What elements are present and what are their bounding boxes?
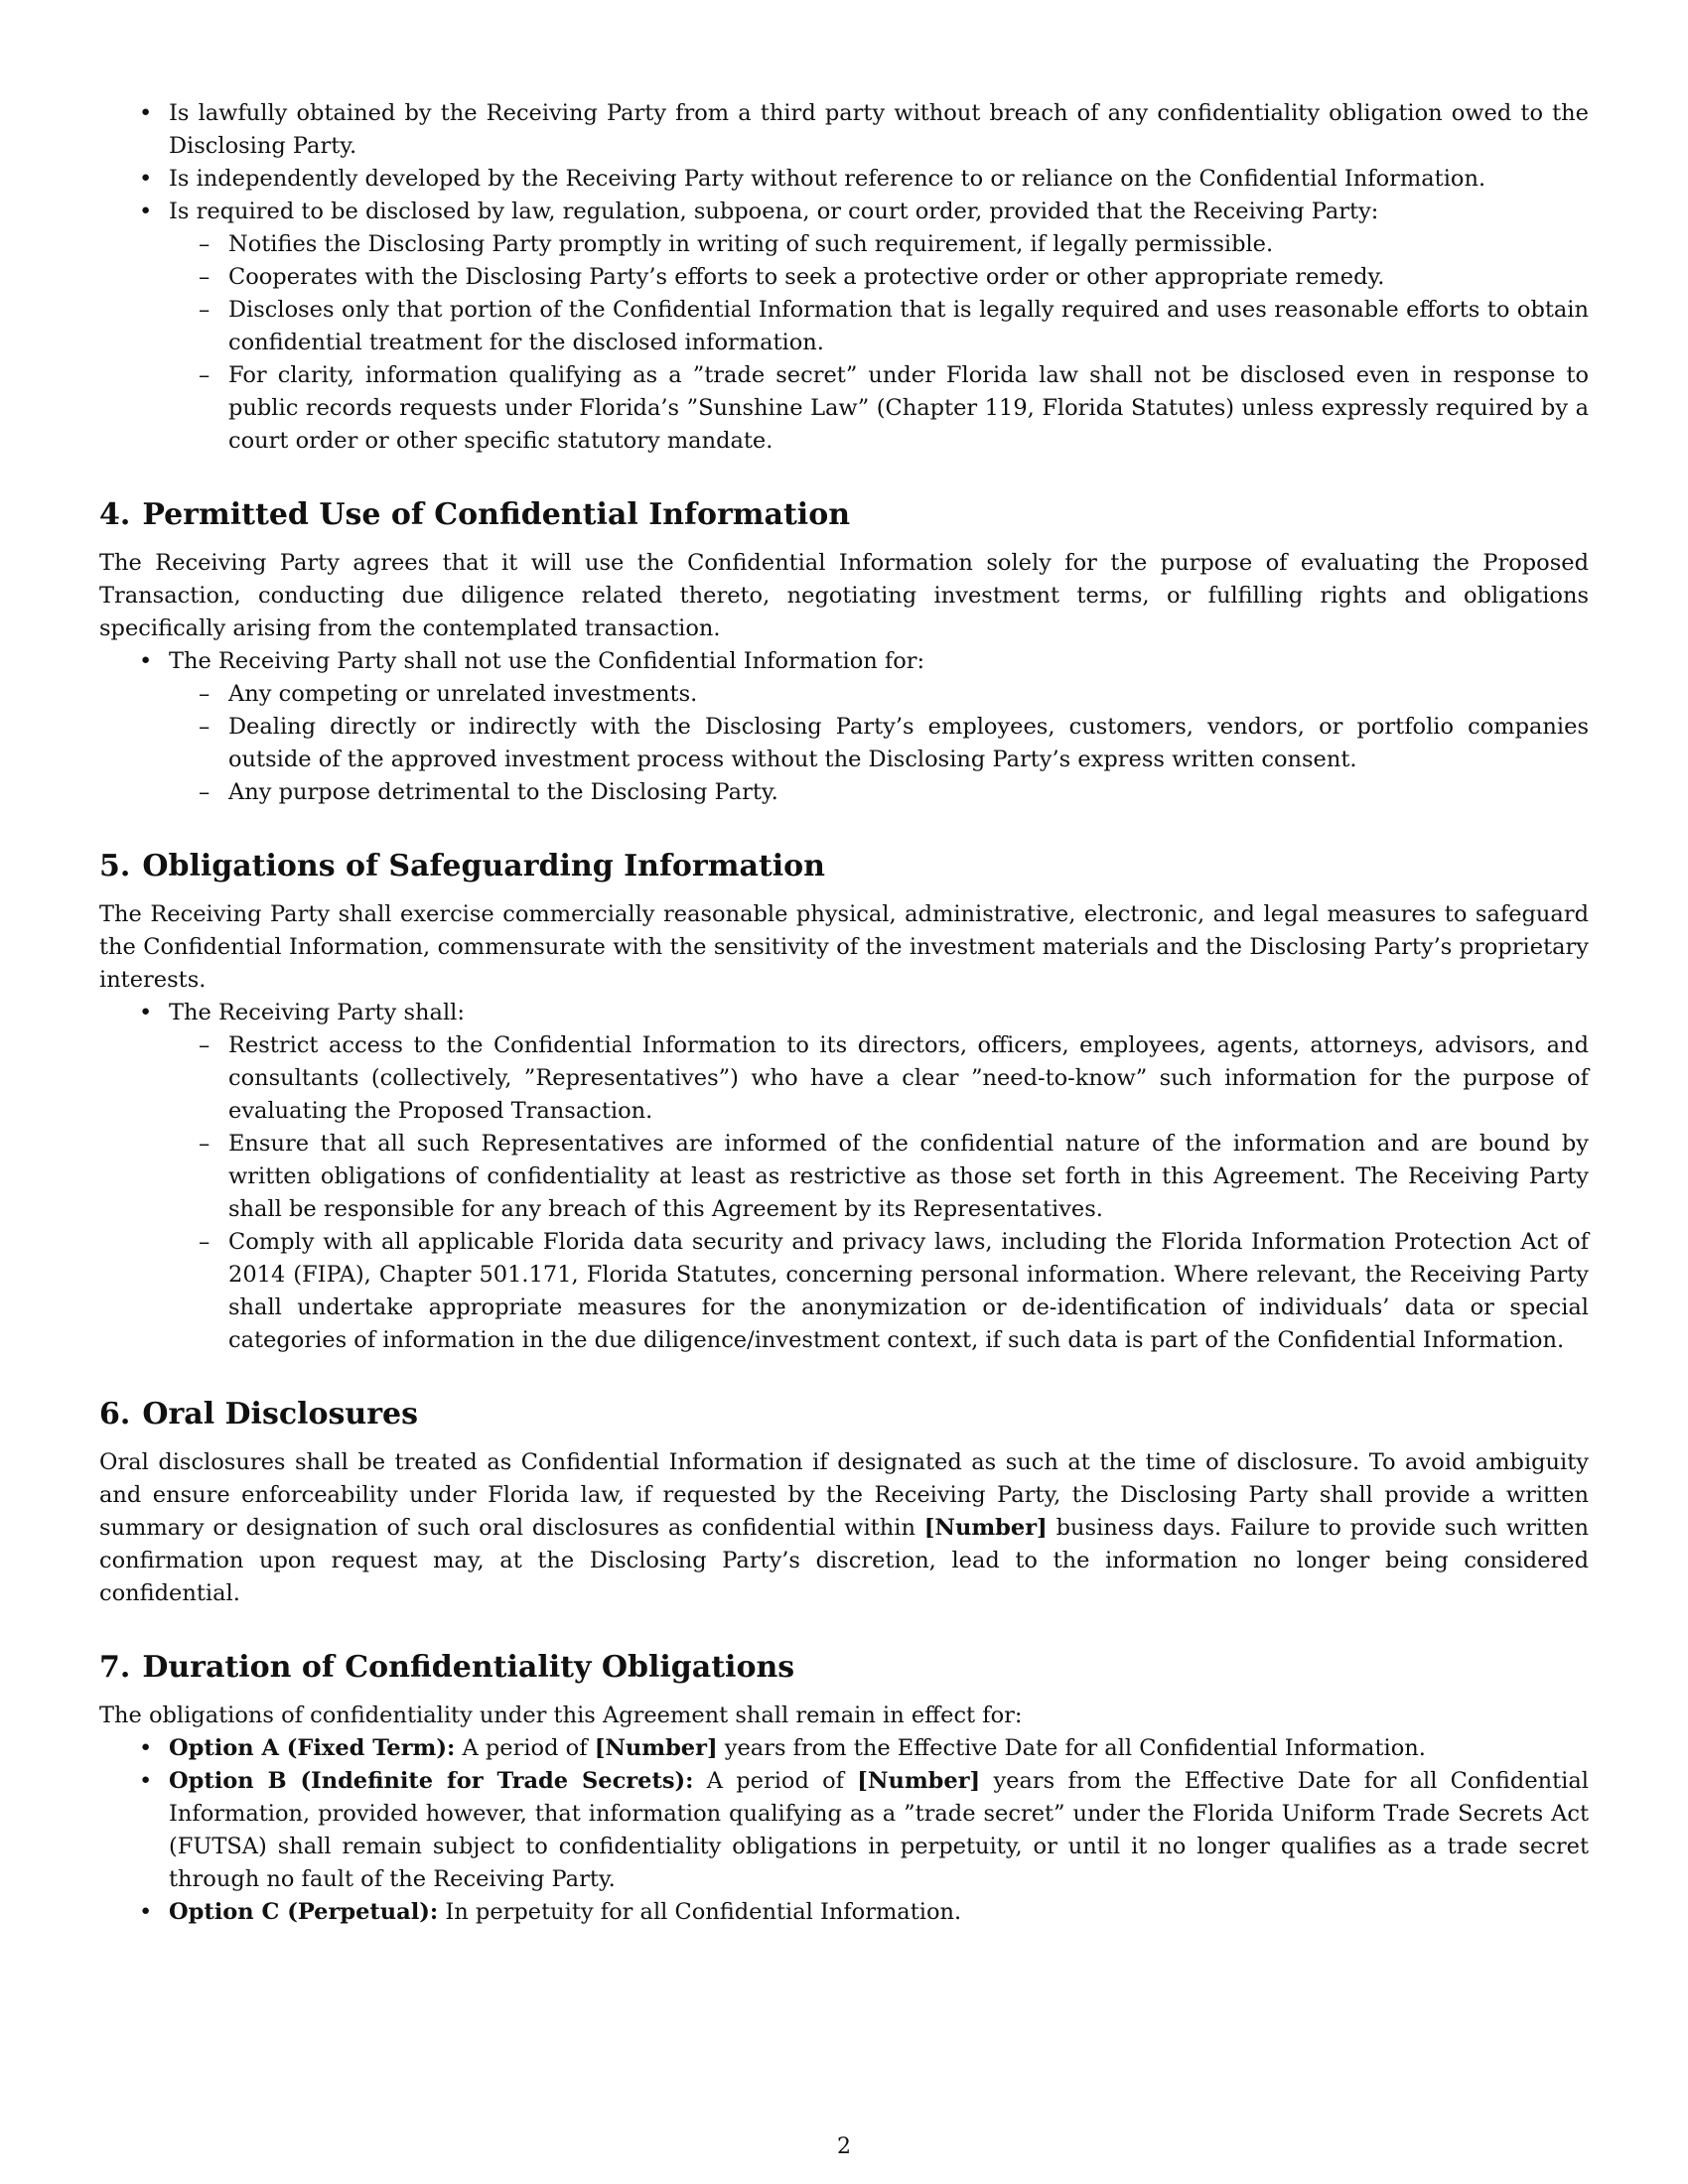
section-title: Duration of Confidentiality Obligations <box>142 1650 795 1685</box>
list-item: – For clarity, information qualifying as a ”trade secret” under Florida law shall not be disclosed even in response to public records requests under Florida’s ”Sunshine Law” (Chapter 119, Florida Statutes) unless expressly required by a court order or other specific statutory mandate. <box>169 359 1589 458</box>
section-4-heading <box>99 495 1589 535</box>
option-label: Option B (Indefinite for Trade Secrets): <box>169 1768 694 1794</box>
section-title: Obligations of Safeguarding Information <box>142 849 825 884</box>
placeholder-number: [Number] <box>923 1515 1048 1541</box>
list-item: – Any purpose detrimental to the Disclosing Party. <box>169 776 1589 809</box>
option-label: Option C (Perpetual): <box>169 1899 439 1925</box>
section-title: Permitted Use of Confidential Information <box>142 497 851 532</box>
section-4-list <box>99 645 1589 809</box>
section-6-paragraph: Oral disclosures shall be treated as Confidential Information if designated as such at the time of disclosure. To avoid ambiguity and ensure enforceability under Florida law, if requested by the Receiving Party, the Disclosing Party shall provide a written summary or designation of such oral disclosures as confidential within [Number] business days. Failure to provide such written confirmation upon request may, at the Disclosing Party’s discretion, lead to the information no longer being considered confidential. <box>99 1449 1589 1606</box>
section-number: 4. <box>99 497 131 532</box>
exceptions-list <box>99 97 1589 458</box>
placeholder-number: [Number] <box>594 1735 718 1761</box>
list-item: – Discloses only that portion of the Confidential Information that is legally required and uses reasonable efforts to obtain confidential treatment for the disclosed information. <box>169 294 1589 359</box>
list-item: • The Receiving Party shall: – Restrict access to the Confidential Information to its directors, officers, employees, agents, attorneys, advisors, and consultants (collectively, ”Representatives”) who have a clear ”need-to-know” such information for the purpose of evaluating the Proposed Transaction. – Ensure that all such Representatives are informed of the confidential nature of the information and are bound by written obligations of confidentiality at least as restrictive as those set forth in this Agreement. The Receiving Party shall be responsible for any breach of this Agreement by its Representatives. – Comply with all applicable Florida data security and privacy laws, including the Florida Information Protection Act of 2014 (FIPA), Chapter 501.171, Florida Statutes, concerning personal information. Where relevant, the Receiving Party shall undertake appropriate measures for the anonymization or de-identification of individuals’ data or special categories of information in the due diligence/investment context, if such data is part of the Confidential Information. <box>99 997 1589 1357</box>
list-item: – Comply with all applicable Florida data security and privacy laws, including the Florida Information Protection Act of 2014 (FIPA), Chapter 501.171, Florida Statutes, concerning personal information. Where relevant, the Receiving Party shall undertake appropriate measures for the anonymization or de-identification of individuals’ data or special categories of information in the due diligence/investment context, if such data is part of the Confidential Information. <box>169 1226 1589 1357</box>
page-number: 2 <box>837 2134 851 2159</box>
section-number: 7. <box>99 1650 131 1685</box>
list-item: – Dealing directly or indirectly with the Disclosing Party’s employees, customers, vendors, or portfolio companies outside of the approved investment process without the Disclosing Party’s express written consent. <box>169 711 1589 776</box>
section-6-heading <box>99 1395 1589 1434</box>
list-item: – Any competing or unrelated investments. <box>169 678 1589 711</box>
list-item: • Is independently developed by the Receiving Party without reference to or reliance on the Confidential Information. <box>99 163 1589 196</box>
section-5-heading <box>99 847 1589 887</box>
list-item: – Notifies the Disclosing Party promptly in writing of such requirement, if legally permissible. <box>169 228 1589 261</box>
section-4-sublist <box>169 678 1589 809</box>
section-number: 5. <box>99 849 131 884</box>
section-5-sublist <box>169 1029 1589 1357</box>
section-4-paragraph: The Receiving Party agrees that it will use the Confidential Information solely for the purpose of evaluating the Proposed Transaction, conducting due diligence related thereto, negotiating investment terms, or fulfilling rights and obligations specifically arising from the contemplated transaction. <box>99 550 1589 641</box>
section-5-paragraph: The Receiving Party shall exercise commercially reasonable physical, administrative, electronic, and legal measures to safeguard the Confidential Information, commensurate with the sensitivity of the investment materials and the Disclosing Party’s proprietary interests. <box>99 901 1589 993</box>
list-item: – Cooperates with the Disclosing Party’s efforts to seek a protective order or other appropriate remedy. <box>169 261 1589 294</box>
document-body <box>99 97 1589 1929</box>
list-item: – Ensure that all such Representatives are informed of the confidential nature of the information and are bound by written obligations of confidentiality at least as restrictive as those set forth in this Agreement. The Receiving Party shall be responsible for any breach of this Agreement by its Representatives. <box>169 1128 1589 1226</box>
option-a-item: • Option A (Fixed Term): A period of [Number] years from the Effective Date for all Confidential Information. <box>99 1732 1589 1765</box>
section-number: 6. <box>99 1397 131 1432</box>
option-b-item: • Option B (Indefinite for Trade Secrets): A period of [Number] years from the Effective Date for all Confidential Information, provided however, that information qualifying as a ”trade secret” under the Florida Uniform Trade Secrets Act (FUTSA) shall remain subject to confidentiality obligations in perpetuity, or until it no longer qualifies as a trade secret through no fault of the Receiving Party. <box>99 1765 1589 1896</box>
section-title: Oral Disclosures <box>142 1397 419 1432</box>
list-item: • Is required to be disclosed by law, regulation, subpoena, or court order, provided that the Receiving Party: – Notifies the Disclosing Party promptly in writing of such requirement, if legally permissible. – Cooperates with the Disclosing Party’s efforts to seek a protective order or other appropriate remedy. – Discloses only that portion of the Confidential Information that is legally required and uses reasonable efforts to obtain confidential treatment for the disclosed information. – For clarity, information qualifying as a ”trade secret” under Florida law shall not be disclosed even in response to public records requests under Florida’s ”Sunshine Law” (Chapter 119, Florida Statutes) unless expressly required by a court order or other specific statutory mandate. <box>99 196 1589 458</box>
list-item: • The Receiving Party shall not use the Confidential Information for: – Any competing or unrelated investments. – Dealing directly or indirectly with the Disclosing Party’s employees, customers, vendors, or portfolio companies outside of the approved investment process without the Disclosing Party’s express written consent. – Any purpose detrimental to the Disclosing Party. <box>99 645 1589 809</box>
section-7-heading <box>99 1648 1589 1688</box>
section-5-list <box>99 997 1589 1357</box>
option-label: Option A (Fixed Term): <box>169 1735 456 1761</box>
legal-disclosure-sublist <box>169 228 1589 458</box>
duration-options-list <box>99 1732 1589 1929</box>
placeholder-number: [Number] <box>857 1768 981 1794</box>
option-c-item: • Option C (Perpetual): In perpetuity for all Confidential Information. <box>99 1896 1589 1929</box>
list-item: – Restrict access to the Confidential Information to its directors, officers, employees, agents, attorneys, advisors, and consultants (collectively, ”Representatives”) who have a clear ”need-to-know” such information for the purpose of evaluating the Proposed Transaction. <box>169 1029 1589 1128</box>
list-item: • Is lawfully obtained by the Receiving Party from a third party without breach of any confidentiality obligation owed to the Disclosing Party. <box>99 97 1589 163</box>
section-7-paragraph: The obligations of confidentiality under this Agreement shall remain in effect for: <box>99 1703 1023 1728</box>
